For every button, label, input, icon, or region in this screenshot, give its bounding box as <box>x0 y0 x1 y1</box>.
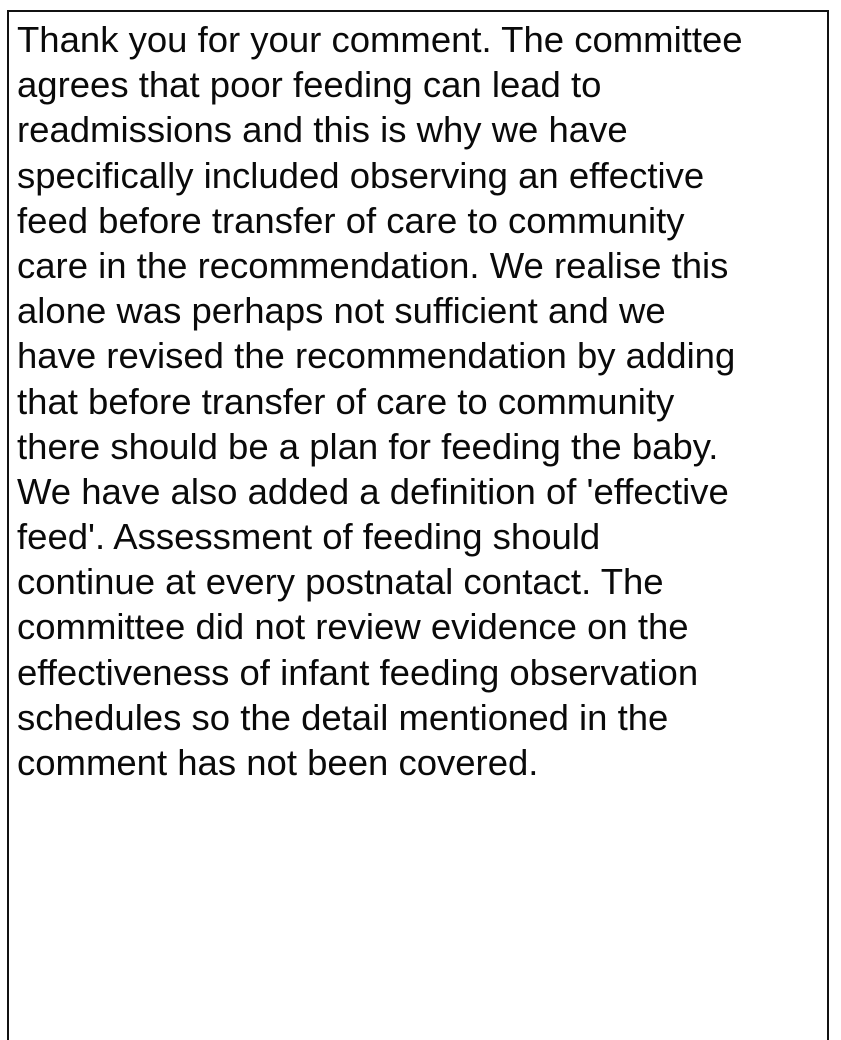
response-text <box>17 17 817 785</box>
response-line: feed before transfer of care to community <box>17 199 685 241</box>
response-line: We have also added a definition of 'effective <box>17 470 729 512</box>
response-line: committee did not review evidence on the <box>17 606 689 648</box>
response-line: feed'. Assessment of feeding should <box>17 516 601 558</box>
response-line: that before transfer of care to community <box>17 380 675 422</box>
response-line: have revised the recommendation by adding <box>17 335 736 377</box>
response-line: comment has not been covered. <box>17 742 539 783</box>
response-line: Thank you for your comment. The committee <box>17 19 743 60</box>
response-line: alone was perhaps not sufficient and we <box>17 290 666 332</box>
response-line: effectiveness of infant feeding observation <box>17 651 699 693</box>
table-cell <box>7 10 829 1040</box>
response-line: care in the recommendation. We realise this <box>17 244 729 286</box>
response-line: continue at every postnatal contact. The <box>17 561 664 603</box>
response-line: specifically included observing an effective <box>17 154 705 196</box>
response-line: readmissions and this is why we have <box>17 109 628 151</box>
response-line: agrees that poor feeding can lead to <box>17 64 602 106</box>
response-line: there should be a plan for feeding the baby. <box>17 425 719 467</box>
response-line: schedules so the detail mentioned in the <box>17 696 669 738</box>
